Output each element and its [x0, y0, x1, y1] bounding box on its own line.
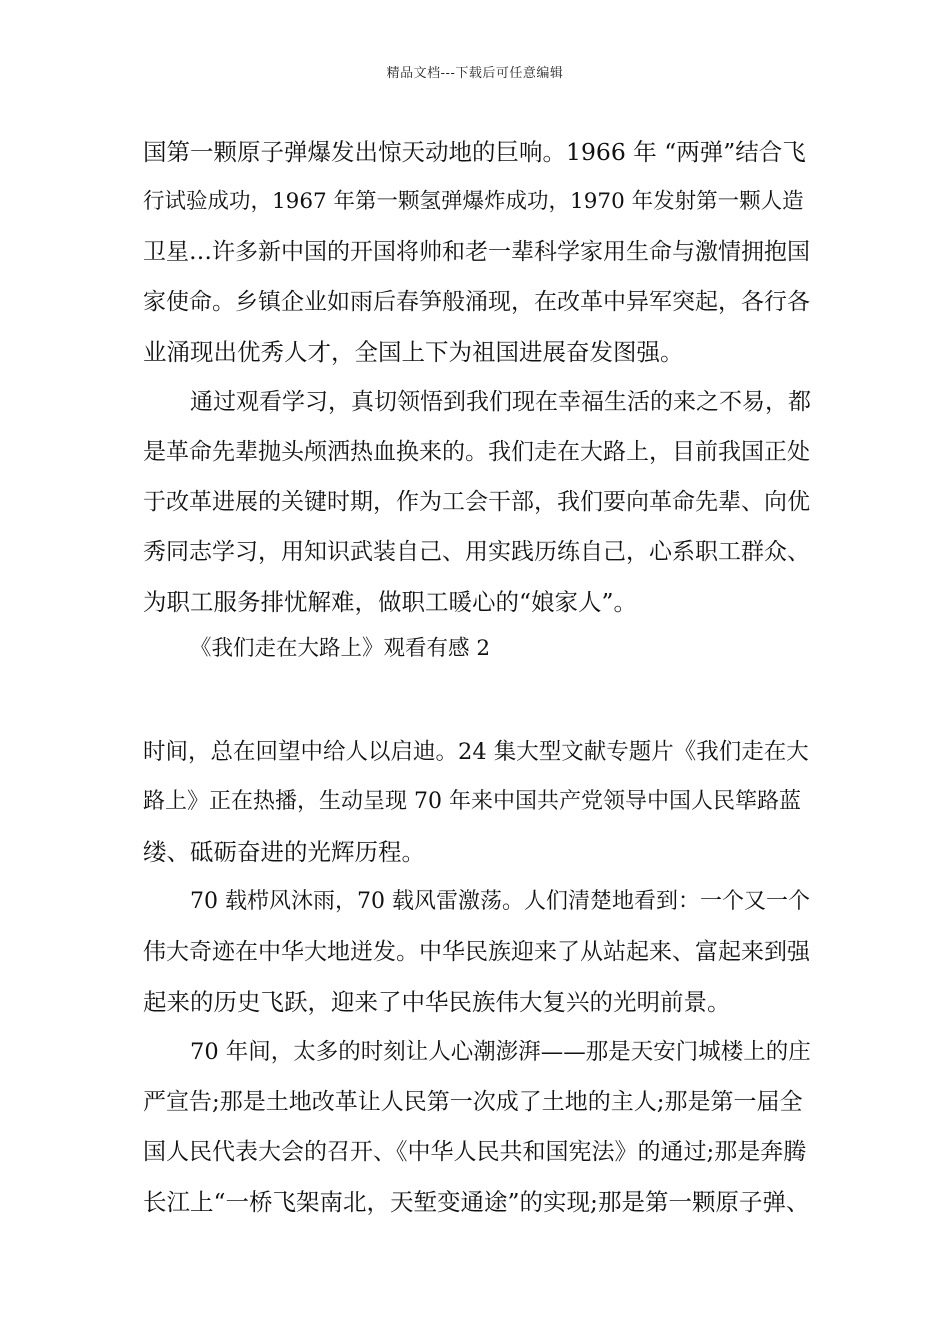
text-line: 严宣告;那是土地改革让人民第一次成了土地的主人;那是第一届全	[143, 1089, 803, 1115]
text-line: 70 年间，太多的时刻让人心潮澎湃——那是天安门城楼上的庄	[190, 1039, 811, 1065]
text-line: 国人民代表大会的召开、《中华人民共和国宪法》的通过;那是奔腾	[143, 1139, 807, 1165]
text-line: 伟大奇迹在中华大地迸发。中华民族迎来了从站起来、富起来到强	[143, 939, 810, 965]
text-line: 70 载栉风沐雨，70 载风雷激荡。人们清楚地看到：一个又一个	[190, 889, 810, 914]
text-line: 业涌现出优秀人才，全国上下为祖国进展奋发图强。	[143, 338, 684, 366]
text-line: 时间，总在回望中给人以启迪。24 集大型文献专题片《我们走在大	[143, 739, 809, 765]
text-line: 缕、砥砺奋进的光辉历程。	[143, 838, 425, 866]
section-title: 《我们走在大路上》观看有感 2	[190, 636, 491, 661]
text-line: 国第一颗原子弹爆发出惊天动地的巨响。1966 年 “两弹”结合飞	[143, 138, 806, 166]
text-line: 通过观看学习，真切领悟到我们现在幸福生活的来之不易，都	[190, 389, 811, 415]
text-line: 长江上“一桥飞架南北，天堑变通途”的实现;那是第一颗原子弹、	[143, 1188, 810, 1216]
text-line: 为职工服务排忧解难，做职工暖心的“娘家人”。	[143, 588, 638, 616]
text-line: 起来的历史飞跃，迎来了中华民族伟大复兴的光明前景。	[143, 988, 731, 1016]
text-line: 行试验成功，1967 年第一颗氢弹爆炸成功，1970 年发射第一颗人造	[143, 189, 804, 214]
text-line: 秀同志学习，用知识武装自己、用实践历练自己，心系职工群众、	[143, 539, 810, 565]
text-line: 卫星…许多新中国的开国将帅和老一辈科学家用生命与激情拥抱国	[143, 239, 810, 265]
text-line: 路上》正在热播，生动呈现 70 年来中国共产党领导中国人民筚路蓝	[143, 789, 801, 814]
text-line: 于改革进展的关键时期，作为工会干部，我们要向革命先辈、向优	[143, 489, 810, 515]
text-line: 是革命先辈抛头颅洒热血换来的。我们走在大路上，目前我国正处	[143, 439, 810, 465]
text-line: 家使命。乡镇企业如雨后春笋般涌现，在改革中异军突起，各行各	[143, 289, 810, 315]
page-header: 精品文档---下载后可任意编辑	[386, 66, 564, 81]
